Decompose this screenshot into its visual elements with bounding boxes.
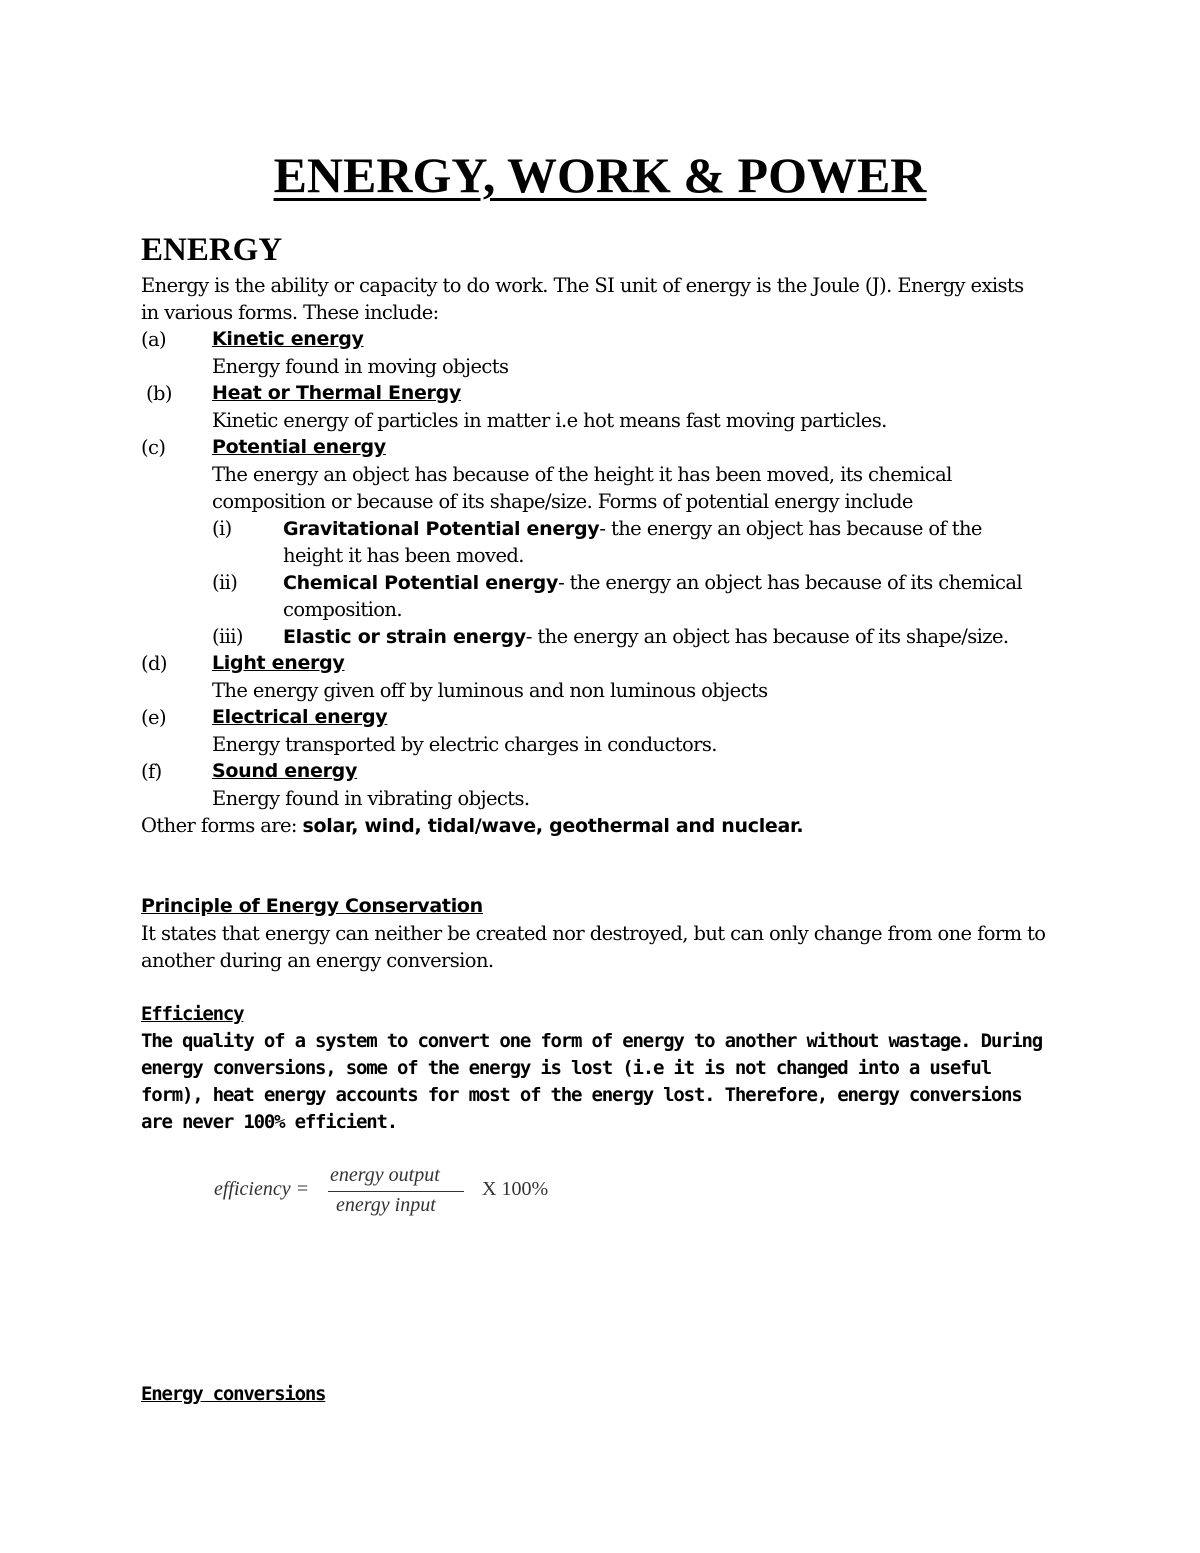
- item-desc-electrical: Energy transported by electric charges in conductors.: [212, 733, 717, 756]
- item-marker: (f): [141, 760, 162, 783]
- item-title-sound: Sound energy: [212, 760, 358, 782]
- other-forms-list: solar, wind, tidal/wave, geothermal and nuclear.: [302, 815, 804, 837]
- item-desc-heat: Kinetic energy of particles in matter i.e hot means fast moving particles.: [212, 409, 887, 432]
- item-marker: (c): [141, 436, 166, 459]
- subitem-marker: (ii): [212, 571, 238, 594]
- item-title-heat: Heat or Thermal Energy: [212, 382, 461, 404]
- item-title-electrical: Electrical energy: [212, 706, 388, 728]
- item-title-potential: Potential energy: [212, 436, 386, 458]
- subitem-desc-gravitational: - the energy an object has because of the: [599, 517, 982, 540]
- formula-denominator: energy input: [336, 1194, 436, 1216]
- subitem-desc-elastic: - the energy an object has because of its shape/size.: [525, 625, 1009, 648]
- item-desc-sound: Energy found in vibrating objects.: [212, 787, 530, 810]
- item-title-light: Light energy: [212, 652, 345, 674]
- item-desc-kinetic: Energy found in moving objects: [212, 355, 509, 378]
- item-desc-potential-2: composition or because of its shape/size. Forms of potential energy include: [212, 490, 913, 513]
- conversions-heading: Energy conversions: [141, 1383, 326, 1405]
- subitem-term-elastic: Elastic or strain energy: [283, 626, 526, 648]
- item-title-kinetic: Kinetic energy: [212, 328, 364, 350]
- efficiency-paragraph: The quality of a system to convert one form of energy to another without wastage. During energy conversions, some of the energy is lost (i.e it is not changed into a useful form), heat energy accounts for most of the energy lost. Therefore, energy conversions are never 100% efficient.: [141, 1030, 1043, 1133]
- item-marker: (b): [146, 382, 172, 405]
- formula-numerator: energy output: [330, 1164, 440, 1186]
- item-desc-potential-1: The energy an object has because of the height it has been moved, its chemical: [212, 463, 952, 486]
- item-marker: (e): [141, 706, 166, 729]
- subitem-term-gravitational: Gravitational Potential energy: [283, 518, 600, 540]
- subitem-desc2-chemical: composition.: [283, 598, 402, 621]
- efficiency-heading: Efficiency: [141, 1003, 244, 1025]
- item-desc-light: The energy given off by luminous and non luminous objects: [212, 679, 768, 702]
- subitem-term-chemical: Chemical Potential energy: [283, 572, 559, 594]
- conservation-heading: Principle of Energy Conservation: [141, 895, 483, 917]
- energy-intro-line-1: Energy is the ability or capacity to do work. The SI unit of energy is the Joule (J). Energy exists: [141, 274, 1024, 297]
- subitem-desc-chemical: - the energy an object has because of its chemical: [558, 571, 1023, 594]
- formula-rhs: X 100%: [482, 1178, 549, 1200]
- energy-intro-line-2: in various forms. These include:: [141, 301, 439, 324]
- subitem-desc2-gravitational: height it has been moved.: [283, 544, 524, 567]
- efficiency-formula: [210, 1160, 570, 1224]
- conservation-line-2: another during an energy conversion.: [141, 949, 494, 972]
- subitem-marker: (iii): [212, 625, 243, 648]
- conservation-line-1: It states that energy can neither be created nor destroyed, but can only change from one form to: [141, 922, 1046, 945]
- page-title: ENERGY, WORK & POWER: [273, 147, 927, 203]
- fraction-bar: [328, 1191, 464, 1192]
- subitem-marker: (i): [212, 517, 232, 540]
- energy-heading: ENERGY: [141, 232, 283, 268]
- other-forms-prefix: Other forms are:: [141, 814, 303, 837]
- item-marker: (a): [141, 328, 167, 351]
- formula-lhs: efficiency =: [214, 1178, 310, 1200]
- item-marker: (d): [141, 652, 167, 675]
